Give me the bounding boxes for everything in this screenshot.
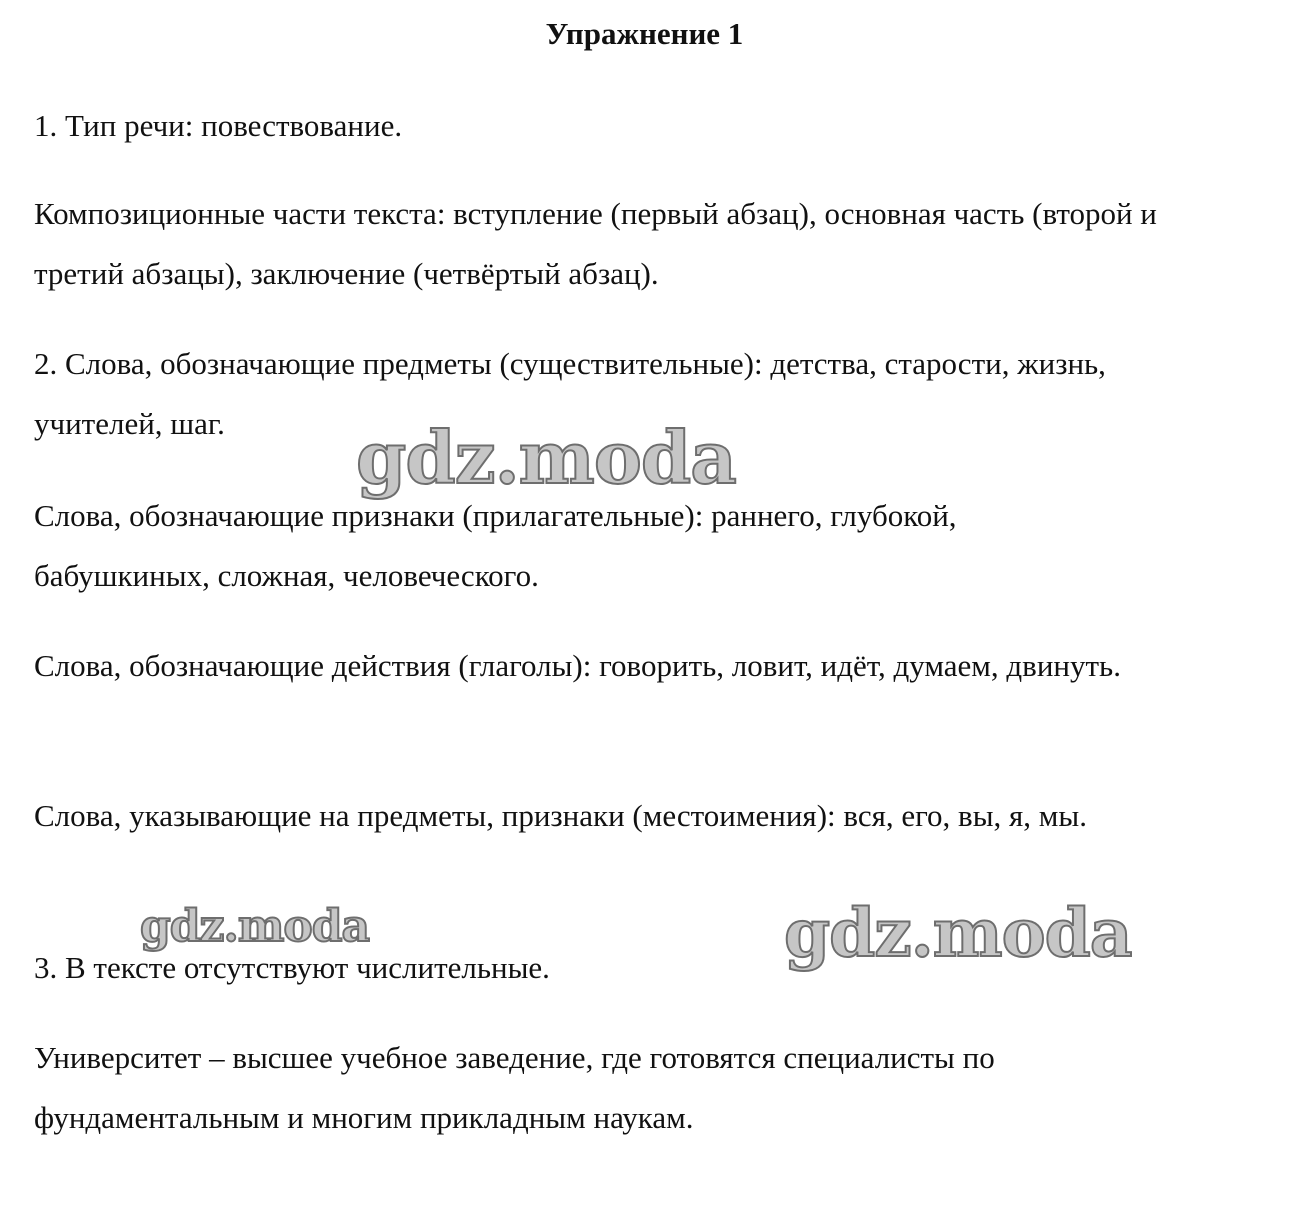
paragraph-numerals: 3. В тексте отсутствуют числительные.: [34, 950, 550, 985]
watermark-logo: gdz.moda: [140, 901, 370, 952]
paragraph-adjectives: Слова, обозначающие признаки (прилагательные): раннего, глубокой, бабушкиных, сложная, человеческого.: [34, 498, 957, 593]
paragraph-university: Университет – высшее учебное заведение, где готовятся специалисты по фундаментальным и многим прикладным наукам.: [34, 1040, 995, 1135]
paragraph-nouns: 2. Слова, обозначающие предметы (существительные): детства, старости, жизнь, учителей, шаг.: [34, 346, 1106, 441]
watermark-logo: gdz.moda: [356, 415, 736, 500]
paragraph-pronouns: Слова, указывающие на предметы, признаки (местоимения): вся, его, вы, я, мы.: [34, 798, 1087, 833]
paragraph-composition: Композиционные части текста: вступление (первый абзац), основная часть (второй и третий абзацы), заключение (четвёртый абзац).: [34, 196, 1157, 291]
paragraph-verbs: Слова, обозначающие действия (глаголы): говорить, ловит, идёт, думаем, двинуть.: [34, 648, 1121, 683]
exercise-title: Упражнение 1: [545, 16, 744, 51]
paragraph-speech-type: 1. Тип речи: повествование.: [34, 108, 403, 143]
watermark-logo: gdz.moda: [784, 894, 1132, 972]
